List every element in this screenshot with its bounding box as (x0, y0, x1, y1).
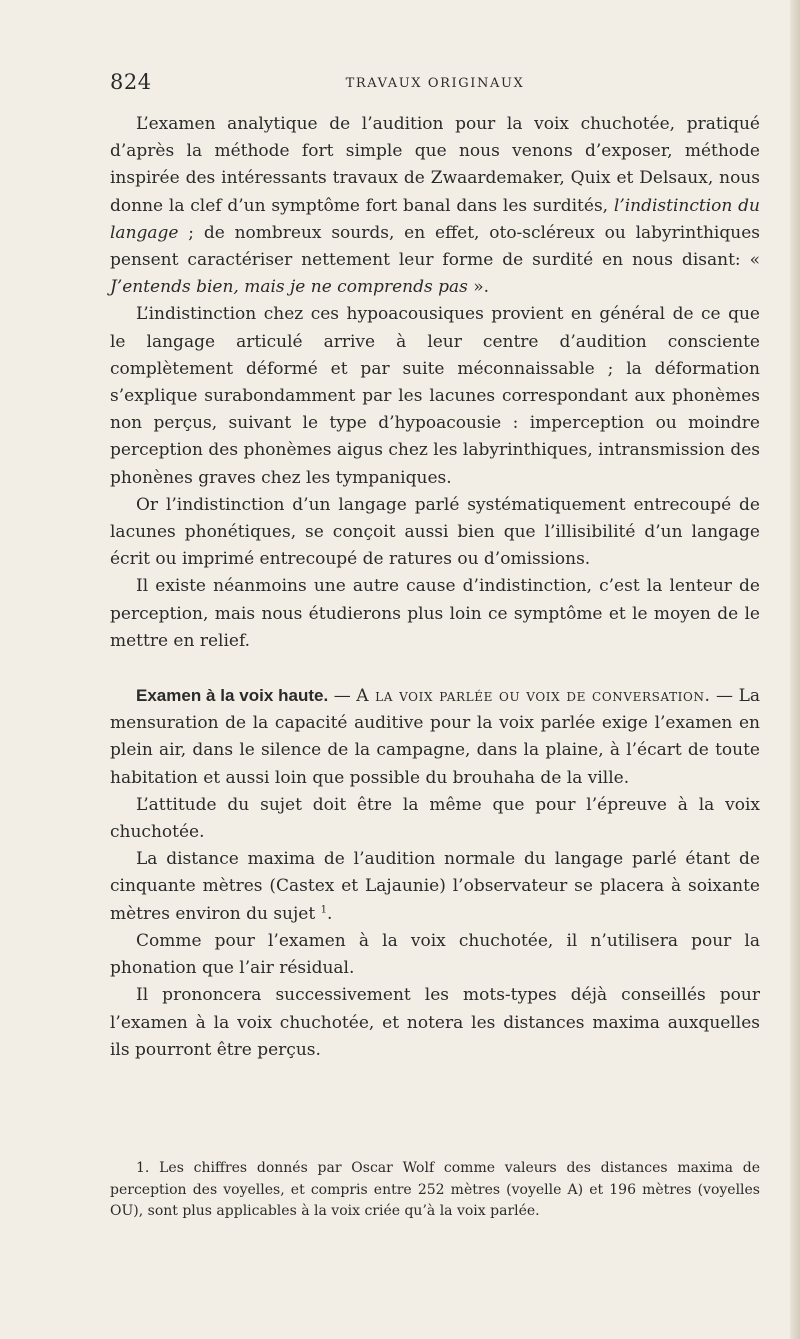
section-voix-haute (110, 682, 760, 792)
paragraph-6: L’attitude du sujet doit être la même que pour l’épreuve à la voix chuchotée. (110, 794, 760, 843)
footnote-text: Les chiffres donnés par Oscar Wolf comme valeurs des distances maxima de perception des voyelles, et compris entre 252 mètres (voyelle A) et 196 mètres (voyelles OU), sont plus applicables à la voix criée qu’à la voix parlée. (110, 1160, 760, 1220)
paragraph-1-part-a: L’examen analytique de l’audition pour la voix chuchotée, pratiqué d’après la méthode fort simple que nous venons d’exposer, méthode inspirée des intéressants travaux de Zwaardemaker, Quix et Delsaux, nous donne la clef d’un symptôme fort banal dans les surdités, (110, 114, 760, 216)
paragraph-8: Comme pour l’examen à la voix chuchotée, il n’utilisera pour la phonation que l’air résidual. (110, 930, 760, 979)
footnote (110, 1158, 760, 1223)
section-dash-2: — (710, 686, 739, 707)
paragraph-7-text: La distance maxima de l’audition normale du langage parlé étant de cinquante mètres (Castex et Lajaunie) l’observateur se placera à soixante mètres environ du sujet (110, 849, 760, 924)
page-number: 824 (110, 70, 152, 94)
section-subtitle: A la voix parlée ou voix de conversation. (356, 686, 711, 707)
running-head: TRAVAUX ORIGINAUX (345, 76, 525, 91)
quote-jentends-bien: J’entends bien, mais je ne comprends pas (110, 277, 468, 298)
footnote-number: 1. (136, 1160, 150, 1176)
paragraph-9: Il prononcera successivement les mots-types déjà conseillés pour l’examen à la voix chuchotée, et notera les distances maxima auxquelles ils pourront être perçus. (110, 985, 760, 1060)
paragraph-7 (110, 846, 760, 928)
paragraph-2: L’indistinction chez ces hypoacousiques provient en général de ce que le langage articulé arrive à leur centre d’audition consciente complètement déformé et par suite méconnaissable ; la déformation s’explique surabondamment par les lacunes correspondant aux phonèmes non perçus, suivant le type d’hypoacousie : imperception ou moindre perception des phonèmes aigus chez les labyrinthiques, intransmission des phonènes graves chez les tympaniques. (110, 304, 760, 488)
paragraph-1-part-c: ; de nombreux sourds, en effet, oto-scléreux ou labyrinthiques pensent caractériser nettement leur forme de surdité en nous disant: « (110, 222, 760, 271)
paragraph-3: Or l’indistinction d’un langage parlé systématiquement entrecoupé de lacunes phonétiques, se conçoit aussi bien que l’illisibilité d’un langage écrit ou imprimé entrecoupé de ratures ou d’omissions. (110, 494, 760, 570)
page-edge (790, 0, 800, 1339)
section-text: La mensuration de la capacité auditive pour la voix parlée exige l’examen en plein air, dans le silence de la campagne, dans la plaine, à l’écart de toute habitation et aussi loin que possible du brouhaha de la ville. (110, 686, 760, 788)
page-header (110, 70, 760, 100)
section-dash-1: — (328, 686, 357, 707)
paragraph-4: Il existe néanmoins une autre cause d’indistinction, c’est la lenteur de perception, mais nous étudierons plus loin ce symptôme et le moyen de le mettre en relief. (110, 576, 760, 651)
footnote-1 (110, 1158, 760, 1223)
footnote-marker: 1 (320, 904, 327, 916)
section-title: Examen à la voix haute. (136, 686, 329, 706)
body-text (110, 111, 760, 1064)
paragraph-7-end: . (326, 903, 333, 924)
paragraph-1-part-e: ». (467, 277, 490, 298)
paragraph-1 (110, 111, 760, 301)
emphasis-indistinction: l’indistinction du langage (110, 195, 760, 243)
